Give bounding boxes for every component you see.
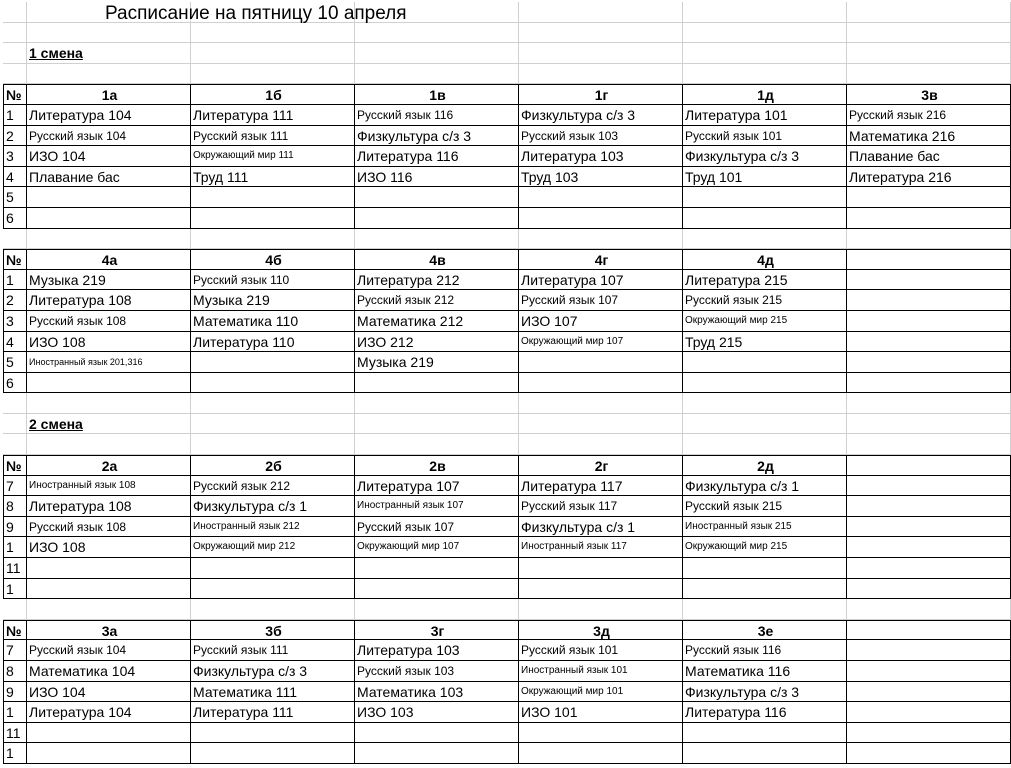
table-row [3, 517, 1011, 538]
lesson-number-cell[interactable]: 1 [3, 702, 27, 723]
lesson-cell[interactable]: ИЗО 103 [355, 702, 519, 723]
shift-2-label-text: 2 смена [29, 415, 83, 432]
sheet-cell[interactable] [519, 434, 683, 455]
lesson-cell[interactable] [847, 743, 1011, 764]
table-row [3, 352, 1011, 373]
lesson-cell[interactable]: Математика 212 [355, 311, 519, 332]
lesson-number-cell[interactable]: 2 [3, 126, 27, 147]
lesson-cell[interactable]: Физкультура с/з 3 [683, 146, 847, 167]
table-row [3, 208, 1011, 229]
lesson-cell[interactable]: ИЗО 212 [355, 332, 519, 353]
table-row [3, 702, 1011, 723]
blank-row [3, 393, 1011, 414]
lesson-cell[interactable] [191, 208, 355, 229]
class-header[interactable]: 4б [191, 249, 355, 270]
lesson-cell[interactable]: Русский язык 108 [27, 517, 191, 538]
lesson-cell[interactable]: Русский язык 104 [27, 126, 191, 147]
lesson-cell[interactable]: Русский язык 215 [683, 290, 847, 311]
blank-row [3, 229, 1011, 250]
sheet-cell[interactable] [519, 229, 683, 250]
lesson-number-cell[interactable]: 1 [3, 537, 27, 558]
lesson-cell[interactable]: Иностранный язык 212 [191, 517, 355, 538]
lesson-number-cell[interactable]: 8 [3, 661, 27, 682]
lesson-cell[interactable]: Физкультура с/з 1 [191, 496, 355, 517]
lesson-cell[interactable]: Иностранный язык 201,316 [27, 352, 191, 373]
table-row [3, 126, 1011, 147]
class-header[interactable]: 1б [191, 84, 355, 105]
lesson-cell[interactable]: Окружающий мир 212 [191, 537, 355, 558]
shift-1-label-text: 1 смена [29, 45, 83, 62]
sheet-cell[interactable] [847, 23, 1011, 44]
lesson-cell[interactable]: Литература 104 [27, 702, 191, 723]
class-header[interactable]: 1в [355, 84, 519, 105]
sheet-cell[interactable] [355, 229, 519, 250]
lesson-cell[interactable]: ИЗО 116 [355, 167, 519, 188]
lesson-cell[interactable]: Окружающий мир 111 [191, 146, 355, 167]
sheet-cell[interactable] [683, 414, 847, 435]
sheet-cell[interactable] [27, 64, 191, 85]
lesson-cell[interactable]: Иностранный язык 117 [519, 537, 683, 558]
class-header[interactable]: 3д [519, 620, 683, 641]
lesson-cell[interactable]: Литература 116 [683, 702, 847, 723]
lesson-cell[interactable]: Иностранный язык 101 [519, 661, 683, 682]
table-header-row [3, 249, 1011, 270]
lesson-number-cell[interactable]: 1 [3, 579, 27, 600]
sheet-cell[interactable] [355, 64, 519, 85]
table-row [3, 579, 1011, 600]
lesson-cell[interactable]: Русский язык 111 [191, 640, 355, 661]
shift-1-label [3, 43, 1011, 64]
sheet-cell[interactable] [3, 414, 27, 435]
sheet-cell[interactable] [519, 23, 683, 44]
sheet-cell[interactable] [355, 434, 519, 455]
lesson-cell[interactable] [683, 187, 847, 208]
lesson-cell[interactable]: Окружающий мир 107 [355, 537, 519, 558]
class-header[interactable]: 4в [355, 249, 519, 270]
lesson-cell[interactable]: Иностранный язык 107 [355, 496, 519, 517]
lesson-cell[interactable]: Литература 216 [847, 167, 1011, 188]
lesson-cell[interactable]: Литература 111 [191, 105, 355, 126]
page-title: Расписание на пятницу 10 апреля [105, 3, 407, 24]
lesson-cell[interactable] [847, 290, 1011, 311]
lesson-cell[interactable] [847, 332, 1011, 353]
lesson-cell[interactable]: Литература 212 [355, 270, 519, 291]
lesson-cell[interactable]: Литература 104 [27, 105, 191, 126]
lesson-cell[interactable] [191, 723, 355, 744]
lesson-cell[interactable]: Русский язык 104 [27, 640, 191, 661]
sheet-cell[interactable] [847, 434, 1011, 455]
table-row [3, 682, 1011, 703]
lesson-number-cell[interactable]: 11 [3, 723, 27, 744]
lesson-cell[interactable] [847, 702, 1011, 723]
lesson-cell[interactable] [27, 208, 191, 229]
lesson-cell[interactable] [847, 517, 1011, 538]
lesson-cell[interactable]: Литература 111 [191, 702, 355, 723]
sheet-cell[interactable] [683, 229, 847, 250]
sheet-cell[interactable] [847, 393, 1011, 414]
lesson-cell[interactable]: Русский язык 107 [519, 290, 683, 311]
blank-row [3, 599, 1011, 620]
sheet-cell[interactable] [847, 2, 1011, 23]
lesson-cell[interactable]: Русский язык 103 [519, 126, 683, 147]
lesson-cell[interactable]: Музыка 219 [27, 270, 191, 291]
class-header[interactable]: 2а [27, 455, 191, 476]
class-header[interactable]: 2б [191, 455, 355, 476]
lesson-number-cell[interactable]: 4 [3, 167, 27, 188]
class-header[interactable] [847, 620, 1011, 641]
sheet-cell[interactable] [683, 43, 847, 64]
lesson-cell[interactable] [191, 743, 355, 764]
sheet-cell[interactable] [27, 43, 191, 64]
shift-2-label [3, 414, 1011, 435]
lesson-cell[interactable] [355, 187, 519, 208]
lesson-cell[interactable] [519, 743, 683, 764]
sheet-cell[interactable] [27, 393, 191, 414]
sheet-cell[interactable] [3, 599, 27, 620]
lesson-cell[interactable]: ИЗО 104 [27, 682, 191, 703]
lesson-cell[interactable] [191, 558, 355, 579]
sheet-cell[interactable] [355, 414, 519, 435]
lesson-cell[interactable]: Русский язык 212 [355, 290, 519, 311]
lesson-number-cell[interactable]: 2 [3, 290, 27, 311]
lesson-cell[interactable] [27, 743, 191, 764]
lesson-cell[interactable]: Иностранный язык 108 [27, 476, 191, 497]
lesson-number-cell[interactable]: 3 [3, 311, 27, 332]
lesson-cell[interactable] [191, 352, 355, 373]
lesson-number-header[interactable]: № [3, 249, 27, 270]
sheet-cell[interactable] [191, 599, 355, 620]
table-row [3, 373, 1011, 394]
lesson-cell[interactable]: Литература 108 [27, 496, 191, 517]
sheet-cell[interactable] [683, 2, 847, 23]
sheet-cell[interactable] [27, 414, 191, 435]
class-header[interactable]: 4д [683, 249, 847, 270]
lesson-cell[interactable] [355, 723, 519, 744]
lesson-cell[interactable]: Физкультура с/з 3 [683, 682, 847, 703]
table-row [3, 496, 1011, 517]
lesson-cell[interactable] [683, 723, 847, 744]
lesson-cell[interactable] [683, 558, 847, 579]
table-row [3, 105, 1011, 126]
sheet-cell[interactable] [3, 434, 27, 455]
lesson-cell[interactable] [27, 579, 191, 600]
lesson-cell[interactable]: Плавание бас [847, 146, 1011, 167]
sheet-cell[interactable] [519, 64, 683, 85]
lesson-cell[interactable] [519, 187, 683, 208]
lesson-number-cell[interactable]: 8 [3, 496, 27, 517]
sheet-cell[interactable] [191, 64, 355, 85]
table-header-row [3, 84, 1011, 105]
lesson-cell[interactable]: Окружающий мир 215 [683, 537, 847, 558]
lesson-cell[interactable]: Русский язык 116 [355, 105, 519, 126]
lesson-cell[interactable]: Русский язык 110 [191, 270, 355, 291]
lesson-cell[interactable]: Русский язык 107 [355, 517, 519, 538]
lesson-cell[interactable] [847, 208, 1011, 229]
table-row [3, 332, 1011, 353]
sheet-cell[interactable] [3, 393, 27, 414]
lesson-cell[interactable] [847, 682, 1011, 703]
lesson-cell[interactable]: Русский язык 103 [355, 661, 519, 682]
lesson-cell[interactable]: Русский язык 108 [27, 311, 191, 332]
class-header[interactable]: 1г [519, 84, 683, 105]
lesson-cell[interactable] [847, 537, 1011, 558]
lesson-number-cell[interactable]: 7 [3, 476, 27, 497]
class-header[interactable]: 3г [355, 620, 519, 641]
sheet-cell[interactable] [3, 64, 27, 85]
lesson-number-cell[interactable]: 5 [3, 187, 27, 208]
lesson-number-header[interactable]: № [3, 84, 27, 105]
table-row [3, 311, 1011, 332]
lesson-cell[interactable]: Окружающий мир 215 [683, 311, 847, 332]
class-header[interactable]: 2д [683, 455, 847, 476]
sheet-cell[interactable] [847, 64, 1011, 85]
table-row [3, 723, 1011, 744]
lesson-cell[interactable] [191, 579, 355, 600]
table-row [3, 146, 1011, 167]
sheet-cell[interactable] [683, 599, 847, 620]
lesson-cell[interactable] [519, 352, 683, 373]
table-header-row [3, 620, 1011, 641]
lesson-cell[interactable]: Литература 103 [519, 146, 683, 167]
table-row [3, 187, 1011, 208]
lesson-cell[interactable]: Физкультура с/з 1 [683, 476, 847, 497]
lesson-cell[interactable]: Русский язык 212 [191, 476, 355, 497]
lesson-number-cell[interactable]: 6 [3, 208, 27, 229]
sheet-cell[interactable] [683, 393, 847, 414]
blank-row [3, 64, 1011, 85]
lesson-cell[interactable]: Литература 116 [355, 146, 519, 167]
sheet-cell[interactable] [683, 64, 847, 85]
lesson-cell[interactable] [683, 373, 847, 394]
lesson-cell[interactable]: Плавание бас [27, 167, 191, 188]
lesson-cell[interactable]: Труд 215 [683, 332, 847, 353]
lesson-cell[interactable]: Математика 116 [683, 661, 847, 682]
class-header[interactable]: 3в [847, 84, 1011, 105]
lesson-cell[interactable]: ИЗО 104 [27, 146, 191, 167]
lesson-cell[interactable] [519, 208, 683, 229]
lesson-cell[interactable]: Русский язык 101 [519, 640, 683, 661]
lesson-cell[interactable] [27, 558, 191, 579]
lesson-cell[interactable]: Русский язык 215 [683, 496, 847, 517]
lesson-cell[interactable] [355, 579, 519, 600]
lesson-cell[interactable]: Русский язык 216 [847, 105, 1011, 126]
sheet-cell[interactable] [847, 43, 1011, 64]
lesson-cell[interactable]: Физкультура с/з 3 [355, 126, 519, 147]
class-header[interactable]: 3б [191, 620, 355, 641]
sheet-cell[interactable] [191, 414, 355, 435]
lesson-number-cell[interactable]: 3 [3, 146, 27, 167]
sheet-cell[interactable] [355, 599, 519, 620]
lesson-cell[interactable]: Труд 103 [519, 167, 683, 188]
table-row [3, 640, 1011, 661]
lesson-cell[interactable]: Окружающий мир 107 [519, 332, 683, 353]
lesson-cell[interactable]: Русский язык 116 [683, 640, 847, 661]
lesson-cell[interactable] [683, 743, 847, 764]
sheet-cell[interactable] [847, 229, 1011, 250]
lesson-number-cell[interactable]: 4 [3, 332, 27, 353]
sheet-cell[interactable] [3, 43, 27, 64]
lesson-cell[interactable] [847, 270, 1011, 291]
lesson-cell[interactable] [847, 187, 1011, 208]
class-header[interactable]: 3а [27, 620, 191, 641]
sheet-cell[interactable] [519, 393, 683, 414]
sheet-cell[interactable] [519, 43, 683, 64]
sheet-cell[interactable] [27, 229, 191, 250]
table-header-row [3, 455, 1011, 476]
table-row [3, 270, 1011, 291]
lesson-cell[interactable]: Литература 107 [355, 476, 519, 497]
class-header[interactable] [847, 455, 1011, 476]
lesson-number-cell[interactable]: 6 [3, 373, 27, 394]
sheet-cell[interactable] [3, 2, 27, 23]
sheet-cell[interactable] [519, 599, 683, 620]
lesson-cell[interactable]: Русский язык 101 [683, 126, 847, 147]
lesson-cell[interactable]: Иностранный язык 215 [683, 517, 847, 538]
lesson-number-cell[interactable]: 5 [3, 352, 27, 373]
lesson-cell[interactable] [519, 579, 683, 600]
lesson-cell[interactable] [519, 373, 683, 394]
lesson-cell[interactable] [847, 476, 1011, 497]
lesson-cell[interactable]: Математика 111 [191, 682, 355, 703]
lesson-cell[interactable]: Физкультура с/з 1 [519, 517, 683, 538]
lesson-number-cell[interactable]: 1 [3, 743, 27, 764]
lesson-cell[interactable]: Математика 110 [191, 311, 355, 332]
sheet-cell[interactable] [683, 23, 847, 44]
lesson-cell[interactable]: Физкультура с/з 3 [191, 661, 355, 682]
sheet-cell[interactable] [191, 229, 355, 250]
sheet-cell[interactable] [519, 414, 683, 435]
lesson-cell[interactable]: ИЗО 107 [519, 311, 683, 332]
lesson-cell[interactable]: ИЗО 101 [519, 702, 683, 723]
class-header[interactable]: 2в [355, 455, 519, 476]
class-header[interactable]: 2г [519, 455, 683, 476]
lesson-cell[interactable] [191, 187, 355, 208]
lesson-cell[interactable] [847, 661, 1011, 682]
lesson-number-cell[interactable]: 1 [3, 105, 27, 126]
table-row [3, 167, 1011, 188]
table-row [3, 743, 1011, 764]
lesson-cell[interactable]: Русский язык 111 [191, 126, 355, 147]
lesson-number-cell[interactable]: 9 [3, 517, 27, 538]
lesson-cell[interactable]: Математика 103 [355, 682, 519, 703]
sheet-cell[interactable] [191, 393, 355, 414]
lesson-cell[interactable]: Литература 110 [191, 332, 355, 353]
lesson-cell[interactable]: ИЗО 108 [27, 537, 191, 558]
class-header[interactable]: 4а [27, 249, 191, 270]
lesson-cell[interactable]: ИЗО 108 [27, 332, 191, 353]
sheet-cell[interactable] [191, 43, 355, 64]
lesson-cell[interactable]: Литература 107 [519, 270, 683, 291]
blank-row [3, 434, 1011, 455]
sheet-cell[interactable] [847, 414, 1011, 435]
class-header[interactable]: 1д [683, 84, 847, 105]
lesson-cell[interactable] [355, 558, 519, 579]
sheet-cell[interactable] [191, 434, 355, 455]
lesson-cell[interactable]: Литература 215 [683, 270, 847, 291]
lesson-cell[interactable] [683, 208, 847, 229]
lesson-cell[interactable] [519, 723, 683, 744]
lesson-cell[interactable] [847, 496, 1011, 517]
lesson-cell[interactable]: Окружающий мир 101 [519, 682, 683, 703]
sheet-cell[interactable] [3, 229, 27, 250]
lesson-cell[interactable]: Русский язык 117 [519, 496, 683, 517]
spreadsheet [3, 2, 1011, 764]
class-header[interactable]: 1а [27, 84, 191, 105]
lesson-cell[interactable] [355, 208, 519, 229]
lesson-number-header[interactable]: № [3, 620, 27, 641]
lesson-cell[interactable] [355, 373, 519, 394]
sheet-cell[interactable] [683, 434, 847, 455]
lesson-cell[interactable]: Литература 108 [27, 290, 191, 311]
lesson-cell[interactable] [191, 373, 355, 394]
lesson-cell[interactable] [683, 352, 847, 373]
lesson-number-cell[interactable]: 7 [3, 640, 27, 661]
lesson-cell[interactable] [847, 373, 1011, 394]
lesson-cell[interactable] [519, 558, 683, 579]
lesson-cell[interactable] [847, 352, 1011, 373]
lesson-cell[interactable] [847, 311, 1011, 332]
lesson-cell[interactable] [847, 640, 1011, 661]
lesson-cell[interactable]: Музыка 219 [355, 352, 519, 373]
lesson-number-header[interactable]: № [3, 455, 27, 476]
class-header[interactable]: 4г [519, 249, 683, 270]
lesson-number-cell[interactable]: 1 [3, 270, 27, 291]
table-row [3, 290, 1011, 311]
lesson-cell[interactable]: Математика 216 [847, 126, 1011, 147]
lesson-cell[interactable] [683, 579, 847, 600]
sheet-cell[interactable] [27, 434, 191, 455]
lesson-cell[interactable]: Литература 103 [355, 640, 519, 661]
sheet-cell[interactable] [355, 393, 519, 414]
lesson-cell[interactable] [355, 743, 519, 764]
lesson-cell[interactable]: Физкультура с/з 3 [519, 105, 683, 126]
lesson-number-cell[interactable]: 9 [3, 682, 27, 703]
table-row [3, 537, 1011, 558]
lesson-cell[interactable] [27, 373, 191, 394]
sheet-cell[interactable] [3, 23, 27, 44]
lesson-cell[interactable]: Математика 104 [27, 661, 191, 682]
lesson-cell[interactable]: Музыка 219 [191, 290, 355, 311]
lesson-cell[interactable]: Литература 101 [683, 105, 847, 126]
lesson-cell[interactable] [847, 558, 1011, 579]
sheet-cell[interactable] [847, 599, 1011, 620]
sheet-cell[interactable] [355, 43, 519, 64]
lesson-cell[interactable] [27, 187, 191, 208]
lesson-cell[interactable]: Труд 101 [683, 167, 847, 188]
lesson-cell[interactable] [847, 579, 1011, 600]
sheet-cell[interactable] [27, 599, 191, 620]
table-row [3, 661, 1011, 682]
table-row [3, 476, 1011, 497]
table-row [3, 558, 1011, 579]
class-header[interactable] [847, 249, 1011, 270]
sheet-cell[interactable] [519, 2, 683, 23]
lesson-number-cell[interactable]: 11 [3, 558, 27, 579]
class-header[interactable]: 3е [683, 620, 847, 641]
lesson-cell[interactable]: Литература 117 [519, 476, 683, 497]
lesson-cell[interactable]: Труд 111 [191, 167, 355, 188]
lesson-cell[interactable] [847, 723, 1011, 744]
lesson-cell[interactable] [27, 723, 191, 744]
